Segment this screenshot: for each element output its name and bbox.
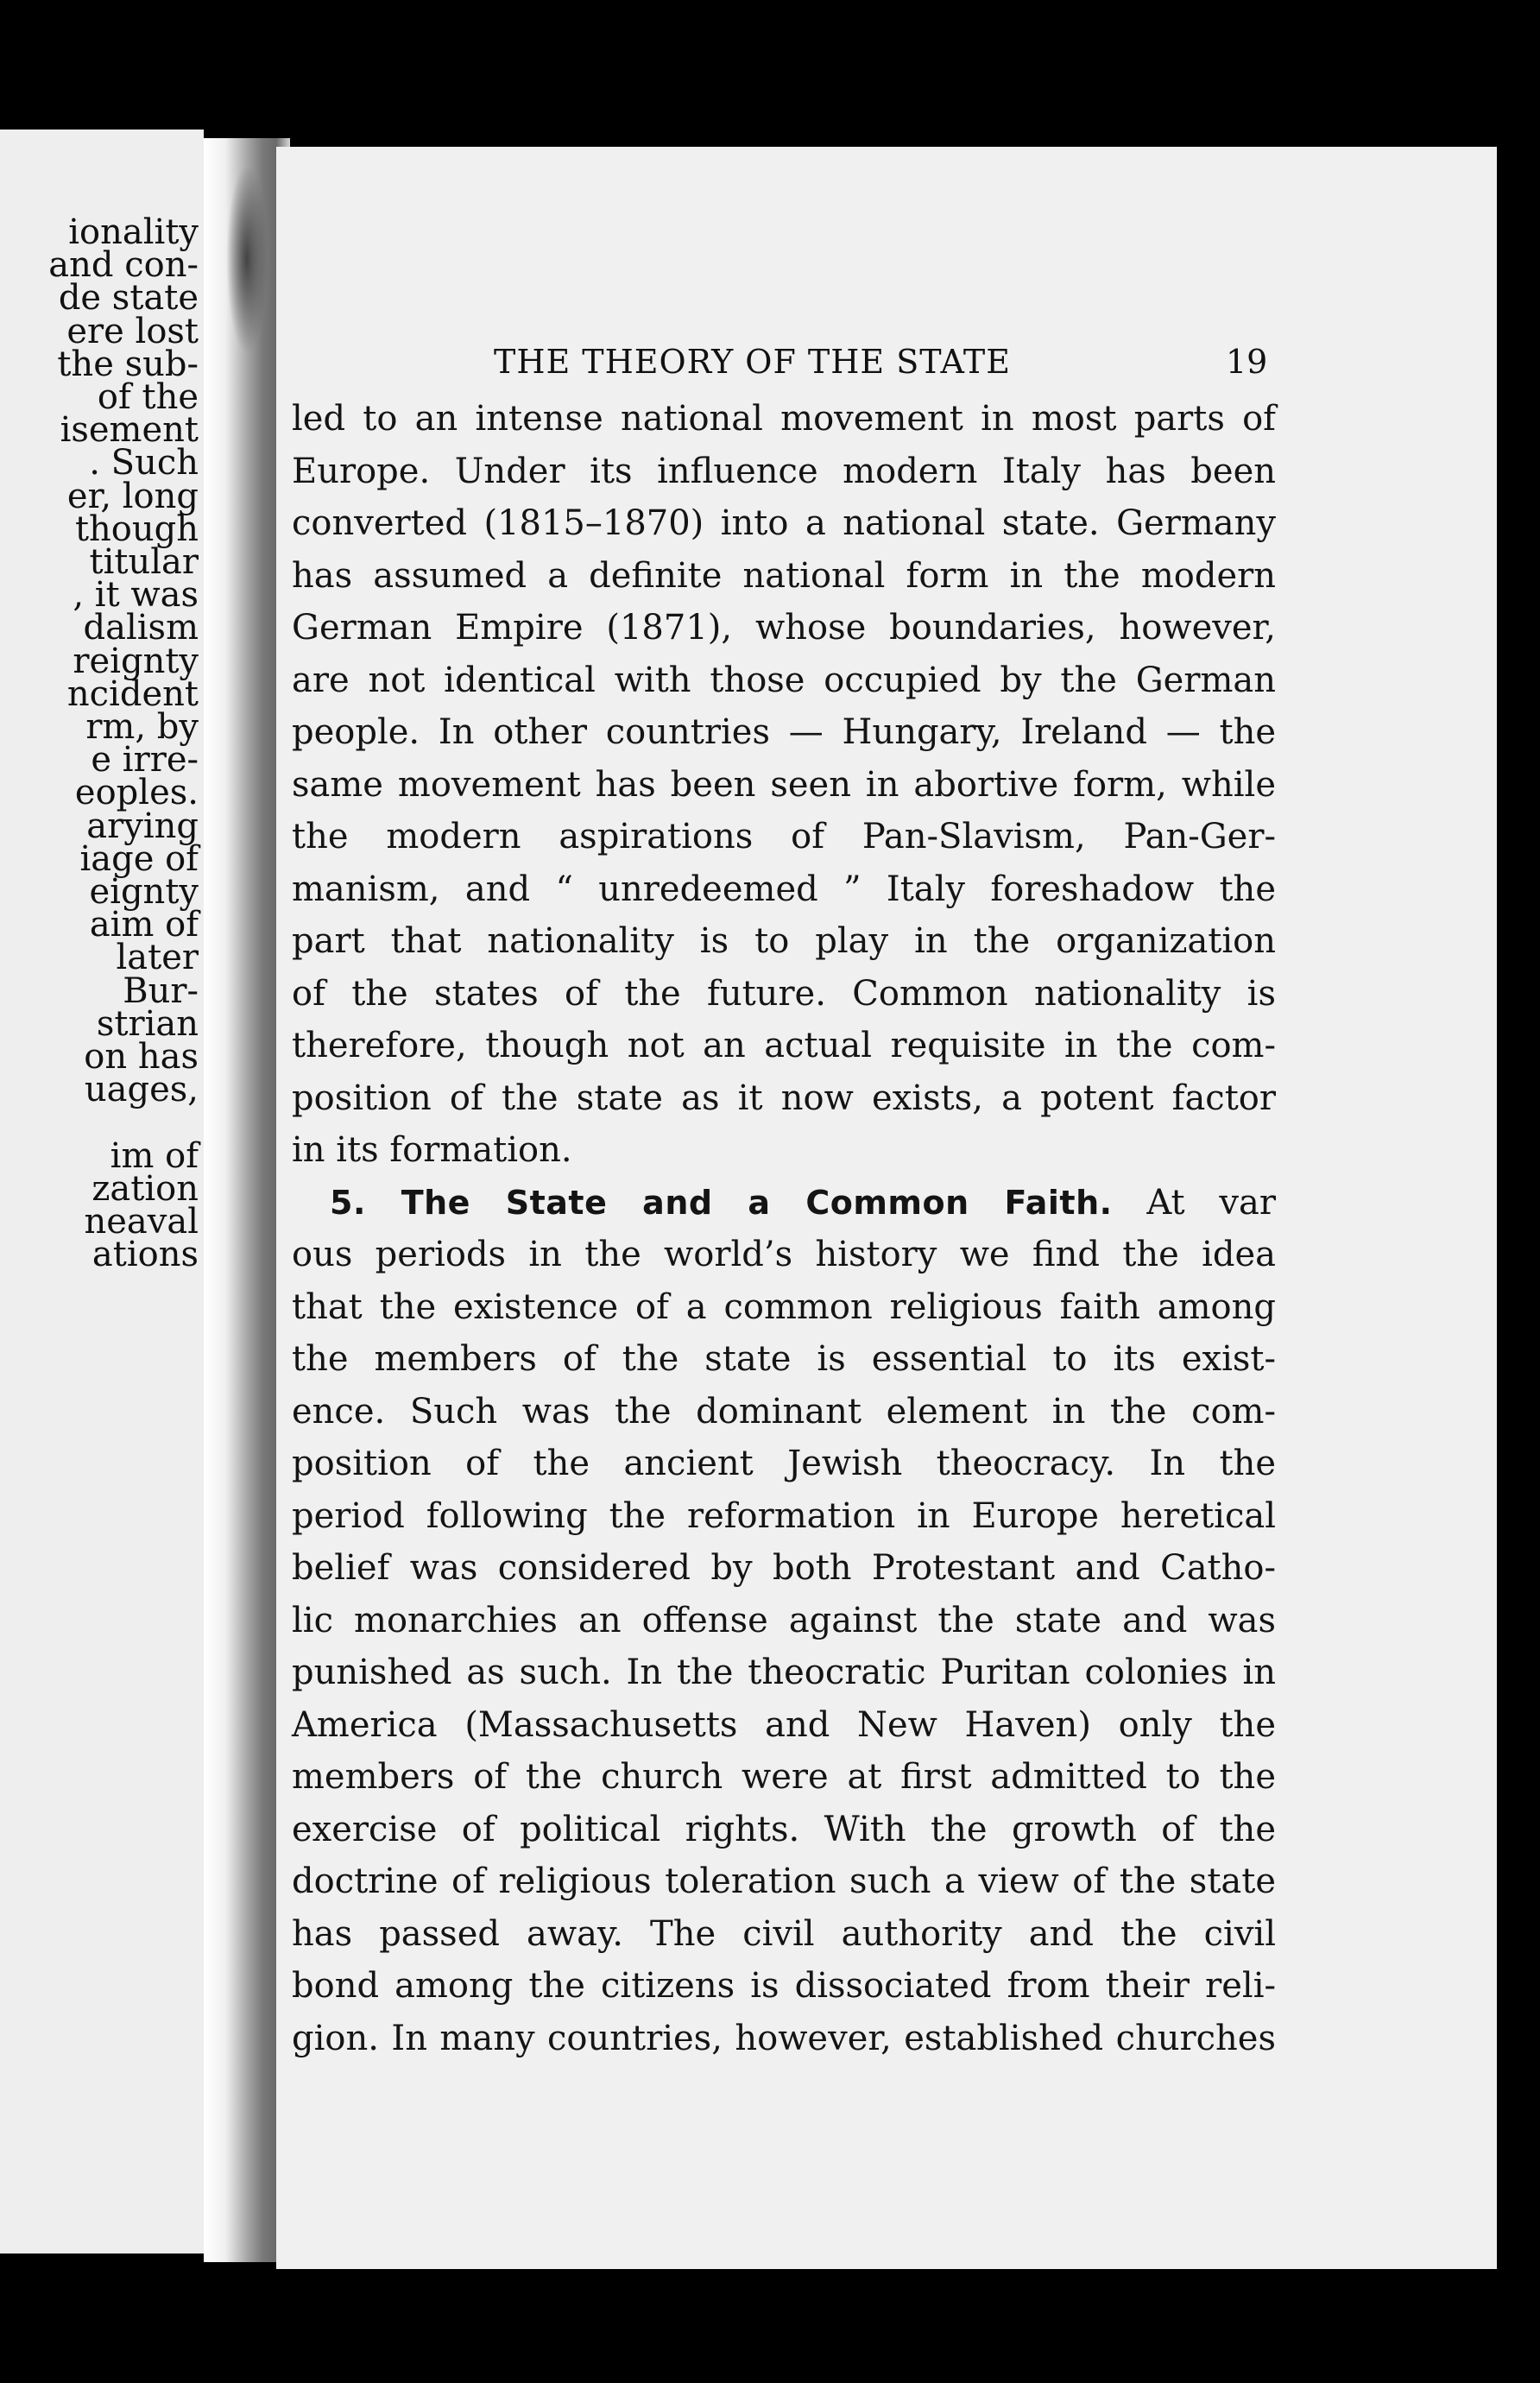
- body-line: members of the church were at first admitted to the: [292, 1757, 1276, 1797]
- body-line: same movement has been seen in abortive form, while: [292, 764, 1276, 805]
- left-page-line: , it was: [73, 575, 199, 616]
- body-line: are not identical with those occupied by the German: [292, 660, 1276, 700]
- left-page-line: iage of: [79, 838, 199, 879]
- left-page-line: er, long: [66, 476, 199, 516]
- left-page-line: and con-: [48, 245, 199, 286]
- body-line: bond among the citizens is dissociated from their reli-: [292, 1966, 1276, 2006]
- running-title: THE THEORY OF THE STATE: [494, 343, 1011, 381]
- body-line: position of the ancient Jewish theocracy. In the: [292, 1444, 1276, 1483]
- body-line: therefore, though not an actual requisite in the com-: [292, 1026, 1276, 1065]
- section-first-line-rest: At var: [1146, 1182, 1276, 1223]
- left-page-line: . Such: [89, 443, 199, 484]
- left-page-line: dalism: [83, 608, 199, 648]
- left-page-line: isement: [60, 410, 199, 451]
- body-line: exercise of political rights. With the growth of the: [292, 1809, 1276, 1849]
- gutter-dark-spot: [226, 164, 268, 354]
- body-line: part that nationality is to play in the organization: [292, 921, 1276, 961]
- body-line: period following the reformation in Europe heretical: [292, 1495, 1276, 1536]
- left-page-line: rm, by: [85, 707, 199, 747]
- paragraph-common-faith: [292, 1229, 1276, 2064]
- body-line: has assumed a definite national form in the modern: [292, 555, 1276, 596]
- left-page-line: neaval: [84, 1202, 199, 1242]
- body-line: ence. Such was the dominant element in the com-: [292, 1391, 1276, 1432]
- left-page-line: ncident: [66, 673, 199, 714]
- body-line: led to an intense national movement in most parts of: [292, 399, 1276, 439]
- section-heading: 5. The State and a Common Faith.: [330, 1183, 1113, 1222]
- body-line: the members of the state is essential to its exist-: [292, 1339, 1276, 1379]
- running-head: [276, 338, 1497, 385]
- body-line: punished as such. In the theocratic Puritan colonies in: [292, 1653, 1276, 1692]
- body-line: ous periods in the world’s history we find the idea: [292, 1235, 1276, 1274]
- body-line: that the existence of a common religious faith among: [292, 1286, 1276, 1327]
- body-line: gion. In many countries, however, established churches: [292, 2018, 1276, 2058]
- body-line: in its formation.: [292, 1130, 572, 1170]
- left-page-line: eoples.: [74, 773, 199, 813]
- left-page-line: titular: [89, 542, 199, 582]
- body-line: belief was considered by both Protestant and Catho-: [292, 1548, 1276, 1588]
- body-line: has passed away. The civil authority and the civil: [292, 1913, 1276, 1954]
- left-page-line: Bur-: [123, 970, 199, 1011]
- body-line: of the states of the future. Common nationality is: [292, 973, 1276, 1014]
- left-page-line: reignty: [73, 641, 199, 681]
- left-page-line: ionality: [68, 212, 199, 252]
- left-page-line: zation: [92, 1168, 199, 1209]
- body-line: America (Massachusetts and New Haven) only the: [292, 1704, 1276, 1745]
- left-page-line: de state: [58, 278, 199, 319]
- paragraph-nationality: [292, 393, 1276, 1177]
- body-line: the modern aspirations of Pan-Slavism, Pan-Ger-: [292, 817, 1276, 856]
- body-line: manism, and “ unredeemed ” Italy foreshadow the: [292, 869, 1276, 909]
- right-page: [276, 147, 1497, 2269]
- left-page-fragment: [0, 130, 204, 2253]
- body-line: people. In other countries — Hungary, Ireland — the: [292, 712, 1276, 752]
- body-text: [292, 393, 1276, 2064]
- left-page-line: though: [74, 509, 199, 549]
- left-page-line: eignty: [89, 872, 199, 912]
- body-line: lic monarchies an offense against the state and was: [292, 1600, 1276, 1640]
- left-page-line: ations: [92, 1235, 199, 1275]
- body-line: converted (1815–1870) into a national state. Germany: [292, 503, 1276, 543]
- left-page-line: arying: [86, 806, 199, 846]
- left-page-line: ere lost: [66, 311, 199, 351]
- body-line: position of the state as it now exists, a potent factor: [292, 1078, 1276, 1118]
- left-page-line: of the: [97, 377, 199, 417]
- left-page-line: im of: [110, 1135, 199, 1176]
- left-page-line: aim of: [89, 905, 199, 945]
- body-line: German Empire (1871), whose boundaries, however,: [292, 608, 1276, 648]
- page-number: 19: [1226, 343, 1268, 381]
- left-page-line: later: [116, 938, 199, 978]
- left-page-line: e irre-: [91, 740, 199, 781]
- left-page-line: uages,: [84, 1070, 199, 1110]
- body-line: doctrine of religious toleration such a view of the state: [292, 1862, 1276, 1901]
- left-page-line: the sub-: [57, 344, 199, 384]
- left-page-line: strian: [96, 1003, 199, 1044]
- left-page-line: on has: [84, 1037, 199, 1077]
- section-heading-line: [292, 1177, 1276, 1229]
- body-line: Europe. Under its influence modern Italy has been: [292, 451, 1276, 491]
